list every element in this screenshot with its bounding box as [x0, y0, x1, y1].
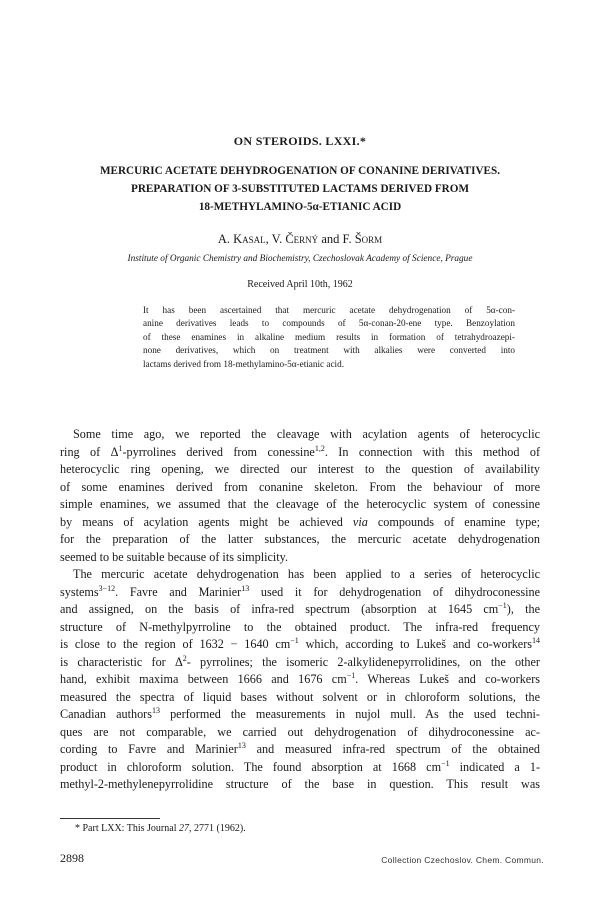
body-line: product in chloroform solution. The found absorption at 1668 $cm^{-1}$ indicated a 1-: [60, 758, 540, 774]
body-line: heterocyclic ring opening, we directed our interest to the question of availability: [60, 462, 540, 476]
body-line: for the preparation of the latter substances, the mercuric acetate dehydrogenation: [60, 532, 540, 546]
footnote-rule: [60, 818, 160, 819]
title-line-2: PREPARATION OF 3-SUBSTITUTED LACTAMS DERIVED FROM: [130, 183, 470, 195]
body-line: measured the spectra of liquid bases without solvent or in chloroform solutions, the: [60, 689, 540, 704]
body-line: Canadian authors$^{13}$ performed the measurements in nujol mull. As the used techni-: [60, 706, 540, 721]
abstract-line: lactams derived from 18-methylamino-5α-etianic acid.: [143, 358, 344, 369]
body-text: [60, 426, 540, 794]
abstract-line: none derivatives, which on treatment with alkalies were converted into: [143, 345, 515, 356]
abstract-line: of these enamines in alkaline medium results in formation of tetrahydroazepi-: [143, 331, 515, 342]
body-line: of some enamines derived from conanine skeleton. From the behaviour of more: [60, 479, 540, 494]
author-2-initial: V.: [271, 232, 286, 246]
body-line: Some time ago, we reported the cleavage with acylation agents of heterocyclic: [73, 427, 540, 441]
title-line-3: 18-METHYLAMINO-5α-ETIANIC ACID: [198, 201, 402, 213]
series-heading: ON STEROIDS. LXXI.*: [233, 134, 367, 148]
body-line: The mercuric acetate dehydrogenation has been applied to a series of heterocyclic: [73, 567, 540, 581]
author-sep-2: and: [318, 232, 343, 246]
author-1-name: Kasal: [233, 232, 266, 246]
body-line: methyl-2-methylenepyrrolidine structure of the base in question. This result was: [60, 777, 540, 791]
article-title: [40, 162, 560, 216]
body-line: is close to the region of 1632 − 1640 $cm^{-1}$ which, according to Lukeš and co-workers$^{14}$: [60, 636, 540, 651]
body-line: by means of acylation agents might be achieved via compounds of enamine type;: [60, 514, 540, 529]
author-3-initial: F.: [342, 232, 355, 246]
title-line-1: MERCURIC ACETATE DEHYDROGENATION OF CONANINE DERIVATIVES.: [99, 165, 501, 177]
author-3-name: Šorm: [354, 232, 383, 246]
body-line: and assigned, on the basis of infra-red spectrum (absorption at 1645 $cm^{-1}$), the: [60, 601, 540, 616]
authors: [0, 232, 600, 247]
body-line: ques are not comparable, we carried out dehydrogenation of dihydroconessine ac-: [60, 724, 540, 739]
body-line: is characteristic for $\Delta^2-$ pyrrolines; the isomeric 2-alkylidenepyrrolidines, on the other: [60, 653, 540, 669]
body-line: cording to Favre and Marinier$^{13}$ and measured infra-red spectrum of the obtained: [60, 741, 540, 756]
body-line: simple enamines, we assumed that the cleavage of the heterocyclic system of conessine: [60, 497, 540, 511]
author-1-initial: A.: [217, 232, 234, 246]
body-line: structure of N-methylpyrroline to the obtained product. The infra-red frequency: [60, 619, 540, 634]
abstract: [143, 304, 515, 371]
institution: Institute of Organic Chemistry and Biochemistry, Czechoslovak Academy of Science, Prague: [127, 254, 473, 264]
received-date: Received April 10th, 1962: [247, 279, 353, 290]
footnote: * Part LXX: This Journal 27, 2771 (1962).: [75, 823, 246, 834]
author-2-name: Černý: [285, 232, 319, 246]
page-number: 2898: [60, 851, 84, 865]
journal-name: Collection Czechoslov. Chem. Commun.: [381, 855, 544, 865]
body-line: seemed to be suitable because of its simplicity.: [60, 549, 289, 564]
body-line: systems$^{3-12}$. Favre and Marinier$^{13}$ used it for dehydrogenation of dihydroconessine: [60, 583, 540, 599]
author-sep-1: ,: [265, 232, 272, 246]
body-line: hand, exhibit maxima between 1666 and 1676 $cm^{-1}$. Whereas Lukeš and co-workers: [60, 671, 540, 686]
abstract-line: anine derivatives leads to compounds of 5α-conan-20-ene type. Benzoylation: [143, 318, 515, 329]
body-line: ring of $\Delta^1$-pyrrolines derived from conessine$^{1,2}$. In connection with this method of: [60, 443, 540, 459]
abstract-line: It has been ascertained that mercuric acetate dehydrogenation of 5α-con-: [143, 305, 515, 315]
